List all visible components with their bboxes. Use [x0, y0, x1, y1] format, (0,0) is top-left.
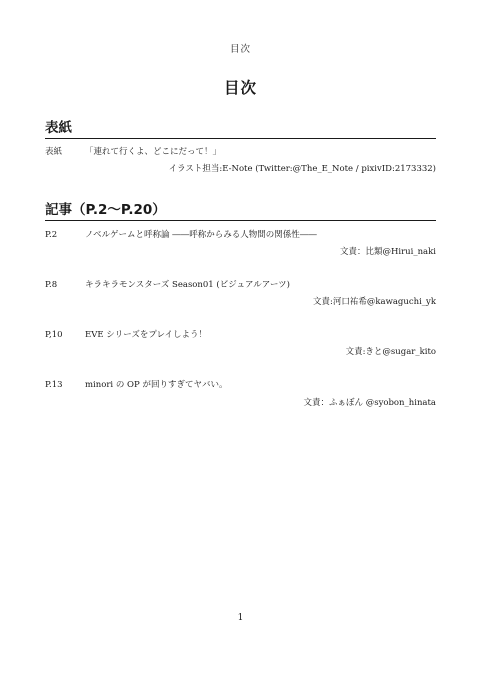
- section-heading-cover-text: 表紙: [45, 120, 72, 136]
- cover-label: 表紙: [45, 147, 63, 157]
- page-title: 目次: [223, 79, 257, 97]
- article-page: P,10: [45, 330, 63, 340]
- article-page: P.2: [45, 230, 58, 240]
- section-heading-articles-text: 記事（P.2〜P.20）: [45, 202, 166, 218]
- article-title: キラキラモンスターズ Season01 (ビジュアルアーツ): [85, 280, 290, 290]
- article-credit: 文責:きと@sugar_kito: [345, 347, 436, 357]
- running-header: 目次: [229, 44, 251, 55]
- article-credit: 文責：比類@Hirui_naki: [339, 247, 436, 257]
- cover-quote: 「連れて行くよ、どこにだって！」: [85, 147, 222, 157]
- article-credit: 文責：ふぁぼん @syobon_hinata: [303, 398, 436, 408]
- section-heading-cover: [45, 119, 436, 139]
- page-number: 1: [237, 613, 244, 623]
- article-page: P.8: [45, 280, 58, 290]
- article-title: ノベルゲームと呼称論 ――呼称からみる人物間の関係性――: [85, 230, 317, 240]
- article-title: minori の OP が回りすぎてヤバい。: [85, 380, 228, 390]
- article-page: P.13: [45, 380, 63, 390]
- cover-credit: イラスト担当:E-Note (Twitter:@The_E_Note / pixivID:2173332): [168, 164, 436, 174]
- section-heading-articles: [45, 201, 436, 221]
- article-credit: 文責:河口祐希@kawaguchi_yk: [313, 297, 436, 307]
- article-title: EVE シリーズをプレイしよう！: [85, 330, 208, 340]
